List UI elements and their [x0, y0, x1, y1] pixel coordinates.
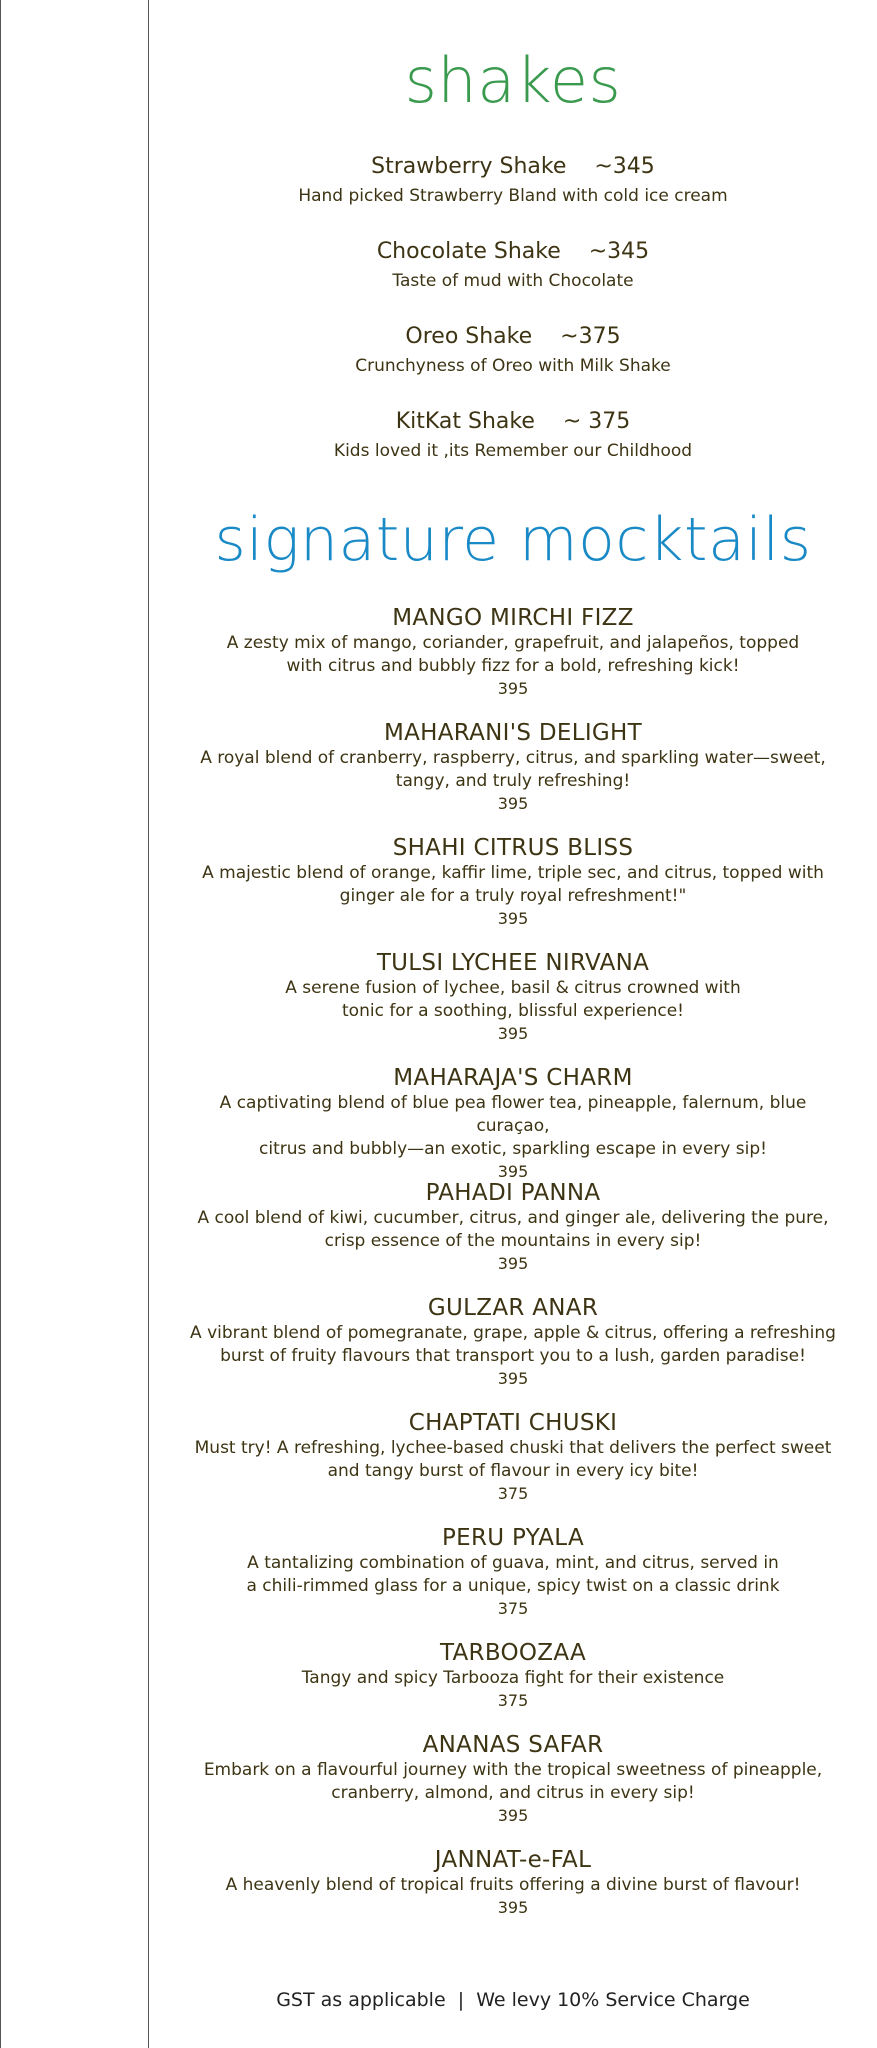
shake-name-price — [149, 323, 877, 351]
mocktail-item — [149, 1525, 877, 1620]
mocktail-name: SHAHI CITRUS BLISS — [392, 835, 634, 861]
mocktail-item — [149, 720, 877, 815]
shake-name: Chocolate Shake — [376, 239, 561, 264]
shake-name-price — [149, 153, 877, 181]
mocktail-name: GULZAR ANAR — [427, 1295, 599, 1321]
mocktail-item — [149, 1732, 877, 1827]
mocktail-item — [149, 1295, 877, 1390]
mocktail-description: A serene fusion of lychee, basil & citrus crowned with tonic for a soothing, blissful experience! — [285, 978, 741, 1021]
mocktail-name: TARBOOZAA — [439, 1640, 587, 1666]
mocktail-name: MANGO MIRCHI FIZZ — [392, 605, 634, 631]
mocktail-price: 395 — [497, 909, 529, 928]
mocktail-price: 375 — [497, 1484, 529, 1503]
mocktail-description: A majestic blend of orange, kaffir lime, triple sec, and citrus, topped with ginger ale for a truly royal refreshment!" — [202, 863, 824, 906]
mocktail-item — [149, 1640, 877, 1712]
shake-description: Crunchyness of Oreo with Milk Shake — [355, 356, 671, 376]
mocktail-item — [149, 605, 877, 700]
mocktail-description: A heavenly blend of tropical fruits offering a divine burst of flavour! — [225, 1875, 801, 1895]
shake-item — [149, 238, 877, 292]
shake-name: Oreo Shake — [405, 324, 533, 349]
mocktail-description: Tangy and spicy Tarbooza fight for their existence — [301, 1668, 725, 1688]
shake-item — [149, 153, 877, 207]
mocktail-description: Embark on a flavourful journey with the tropical sweetness of pineapple, cranberry, almond, and citrus in every sip! — [203, 1760, 823, 1803]
mocktail-price: 375 — [497, 1691, 529, 1710]
mocktail-name: PAHADI PANNA — [425, 1180, 601, 1206]
mocktail-item — [149, 950, 877, 1045]
shake-name-price — [149, 408, 877, 436]
shake-description: Taste of mud with Chocolate — [392, 271, 634, 291]
mocktail-item — [149, 835, 877, 930]
mocktail-price: 395 — [497, 1024, 529, 1043]
shake-price: ~ 375 — [562, 409, 631, 434]
mocktail-description: A zesty mix of mango, coriander, grapefruit, and jalapeños, topped with citrus and bubbly fizz for a bold, refreshing kick! — [226, 633, 800, 676]
left-border-line — [0, 0, 1, 2048]
left-margin — [0, 0, 148, 2048]
mocktails-heading: signature mocktails — [214, 505, 812, 575]
shake-item — [149, 323, 877, 377]
mocktail-price: 395 — [497, 1162, 529, 1181]
mocktail-name: MAHARAJA'S CHARM — [393, 1065, 633, 1091]
mocktail-name: JANNAT-e-FAL — [434, 1847, 592, 1873]
shake-price: ~345 — [588, 239, 650, 264]
mocktail-description: Must try! A refreshing, lychee-based chuski that delivers the perfect sweet and tangy burst of flavour in every icy bite! — [194, 1438, 832, 1481]
mocktail-description: A vibrant blend of pomegranate, grape, apple & citrus, offering a refreshing burst of fruity flavours that transport you to a lush, garden paradise! — [190, 1323, 836, 1366]
mocktail-item — [149, 1180, 877, 1275]
mocktail-name: ANANAS SAFAR — [422, 1732, 604, 1758]
mocktail-description: A tantalizing combination of guava, mint, and citrus, served in a chili-rimmed glass for a unique, spicy twist on a classic drink — [246, 1553, 780, 1596]
mocktail-price: 395 — [497, 794, 529, 813]
shakes-heading: shakes — [404, 44, 622, 117]
mocktail-description: A captivating blend of blue pea flower tea, pineapple, falernum, blue curaçao, citrus and bubbly—an exotic, sparkling escape in every sip! — [219, 1093, 807, 1159]
mocktail-price: 395 — [497, 679, 529, 698]
mocktail-item — [149, 1847, 877, 1919]
mocktail-description: A cool blend of kiwi, cucumber, citrus, and ginger ale, delivering the pure, crisp essence of the mountains in every sip! — [197, 1208, 829, 1251]
shake-price: ~375 — [560, 324, 621, 349]
mocktail-price: 375 — [497, 1599, 529, 1618]
shake-description: Kids loved it ,its Remember our Childhood — [333, 441, 693, 461]
shake-price: ~345 — [594, 154, 655, 179]
mocktail-item — [149, 1410, 877, 1505]
mocktail-price: 395 — [497, 1369, 529, 1388]
mocktail-description: A royal blend of cranberry, raspberry, citrus, and sparkling water—sweet, tangy, and truly refreshing! — [200, 748, 826, 791]
shake-name: Strawberry Shake — [371, 154, 567, 179]
mocktail-name: PERU PYALA — [442, 1525, 584, 1551]
shake-name: KitKat Shake — [395, 409, 535, 434]
footer-note: GST as applicable | We levy 10% Service Charge — [276, 1989, 750, 2011]
mocktail-price: 395 — [497, 1254, 529, 1273]
mocktail-name: CHAPTATI CHUSKI — [408, 1410, 618, 1436]
mocktail-price: 395 — [497, 1806, 529, 1825]
shake-item — [149, 408, 877, 462]
shake-name-price — [149, 238, 877, 266]
mocktail-item — [149, 1065, 877, 1183]
mocktail-name: MAHARANI'S DELIGHT — [383, 720, 643, 746]
mocktail-name: TULSI LYCHEE NIRVANA — [376, 950, 650, 976]
mocktail-price: 395 — [497, 1898, 529, 1917]
menu-page — [149, 0, 877, 2048]
shake-description: Hand picked Strawberry Bland with cold ice cream — [298, 186, 728, 206]
